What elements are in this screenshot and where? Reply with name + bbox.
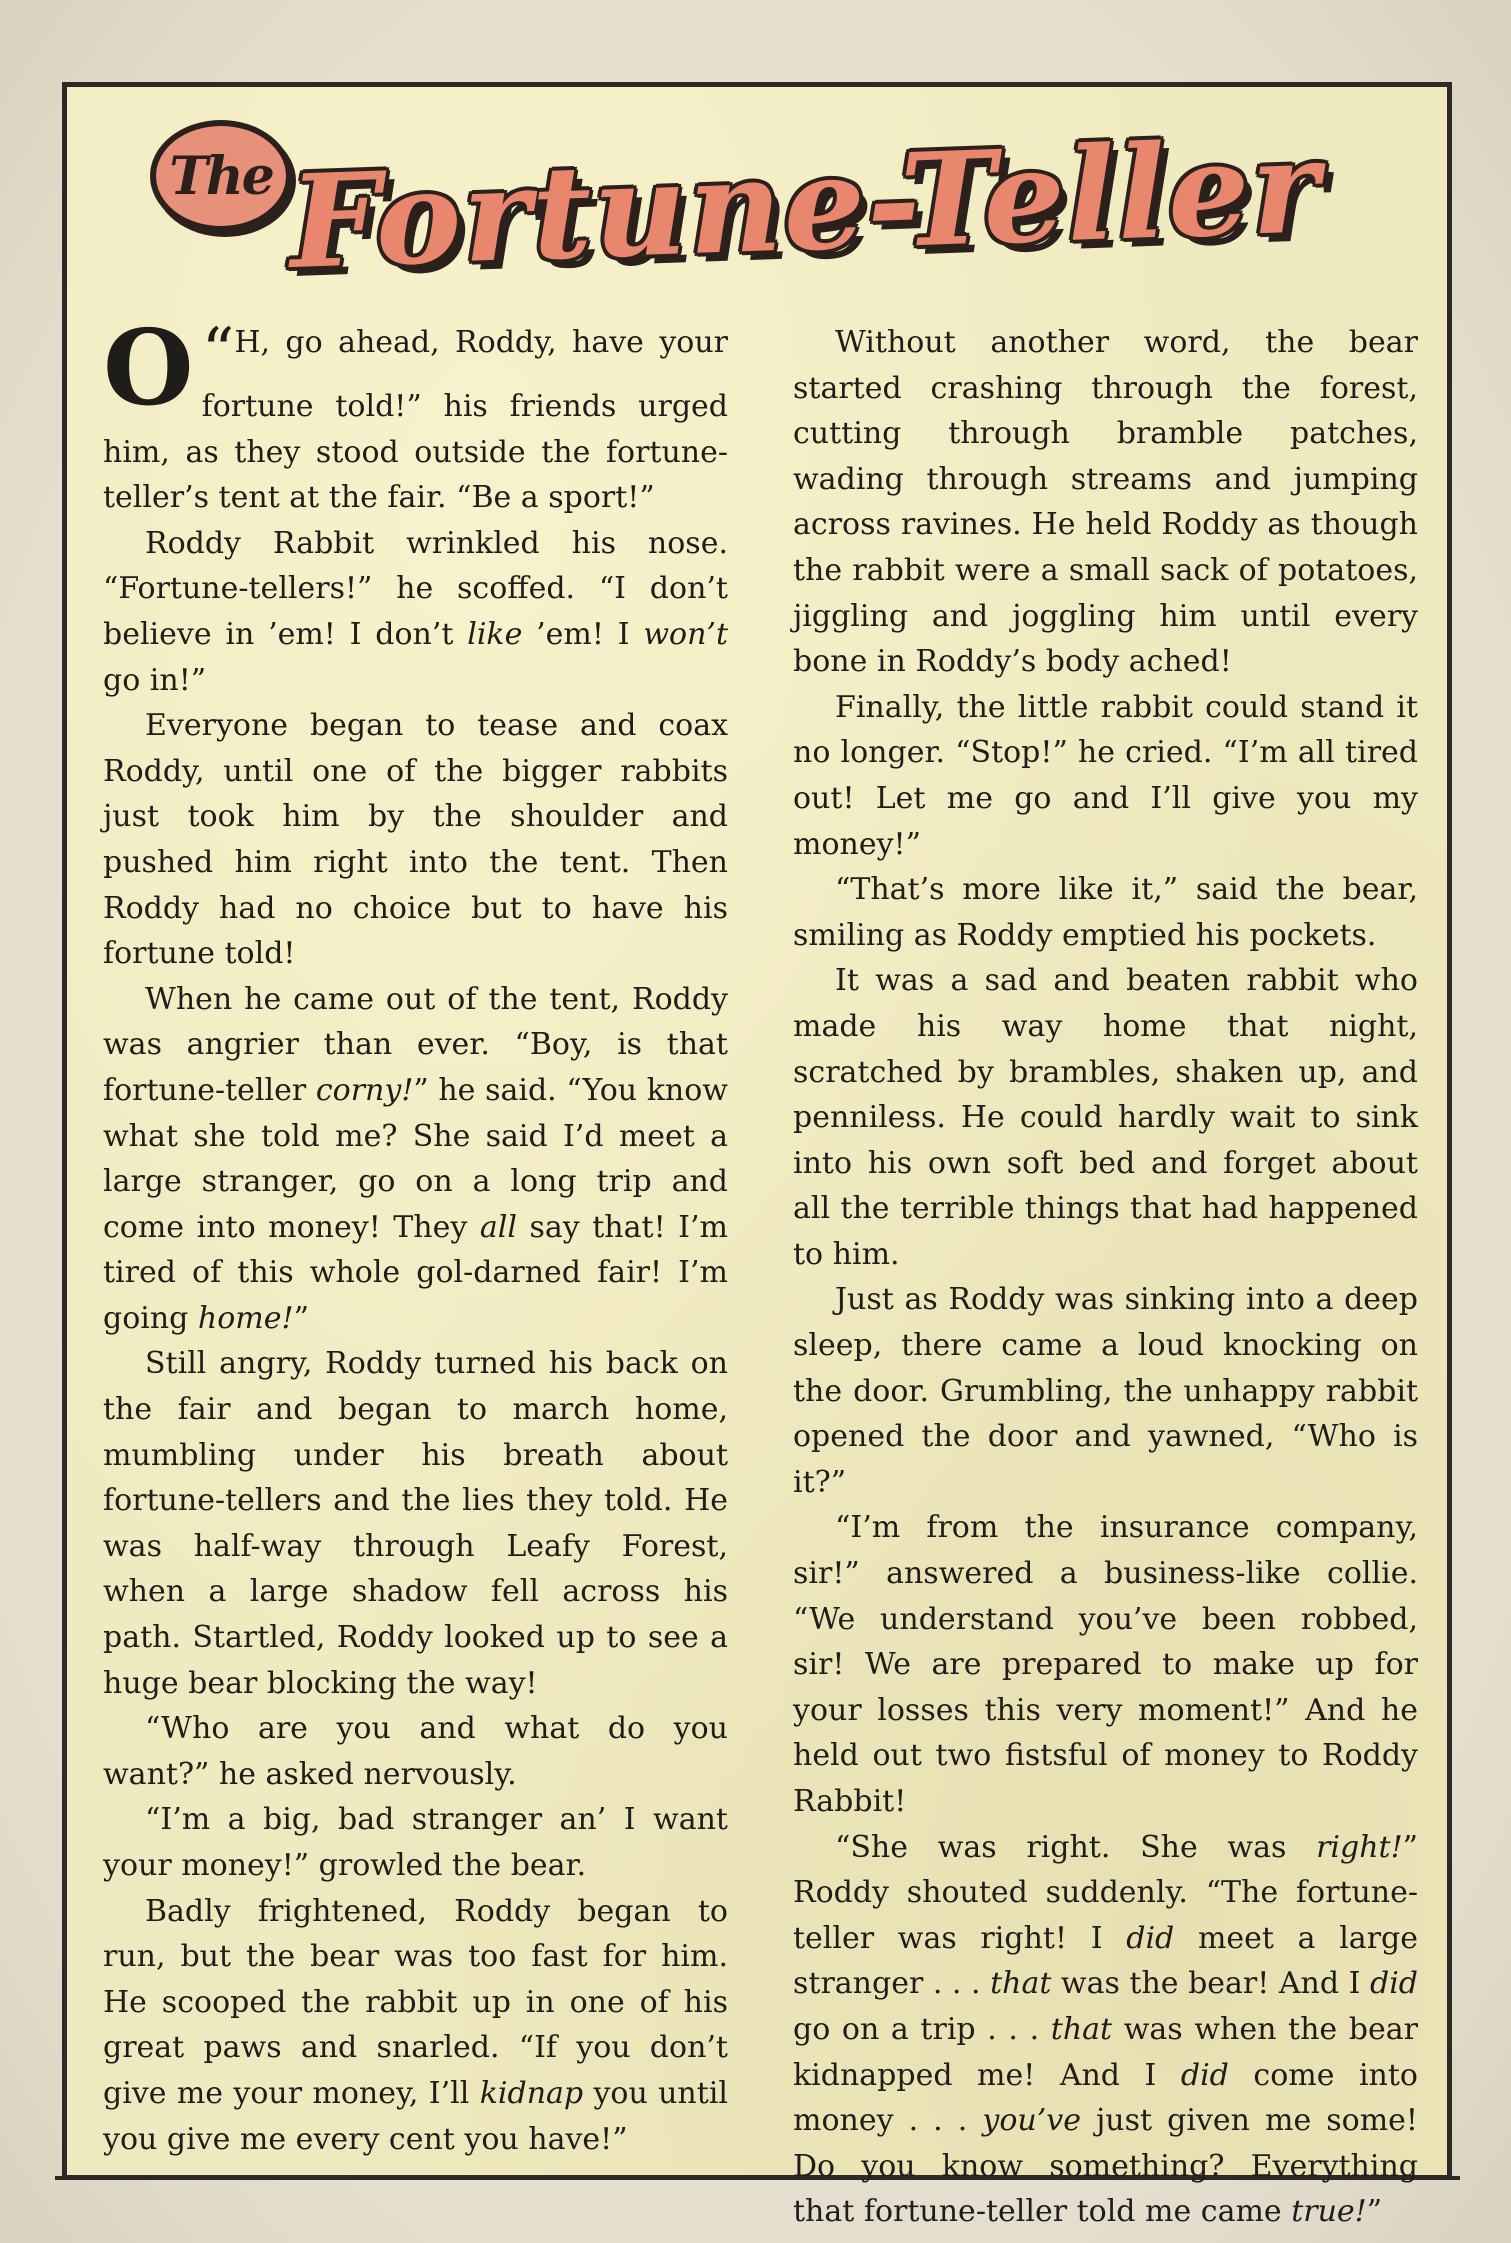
paragraph	[103, 306, 728, 521]
emphasis: did	[1369, 1966, 1418, 2002]
paragraph: It was a sad and beaten rabbit who made his way home that night, scratched by brambles, shaken up, and penniless. He could hardly wait to sink into his own soft bed and forget about all the terrible things that had happened to him.	[793, 963, 1418, 1272]
title-the: The	[169, 145, 273, 207]
text-run: Badly frightened, Roddy began to run, but the bear was too fast for him. He scooped the rabbit up in one of his great paws and snarled. “If you don’t give me your money, I’ll	[103, 1893, 728, 2111]
emphasis: home!	[197, 1300, 294, 1336]
paragraph: Finally, the little rabbit could stand it no longer. “Stop!” he cried. “I’m all tired out! Let me go and I’ll give you my money!”	[793, 689, 1418, 862]
text-run: say that! I’m tired of this whole gol-darned fair! I’m going	[103, 1209, 728, 1336]
paragraph-text: H, go ahead, Roddy, have your fortune told!” his friends urged him, as they stood outside the fortune-teller’s tent at the fair. “Be a sport!”	[103, 325, 728, 516]
text-run: ’em! I	[522, 616, 644, 652]
emphasis: like	[467, 616, 523, 652]
text-run: come into money . . .	[793, 2057, 1418, 2139]
text-run: Roddy Rabbit wrinkled his nose. “Fortune-tellers!” he scoffed. “I don’t believe in ’em! I don’t	[103, 525, 728, 652]
paragraph	[103, 521, 728, 703]
text-run: was the bear! And I	[1051, 1966, 1370, 2002]
emphasis: true!	[1291, 2194, 1367, 2230]
emphasis: won’t	[643, 616, 728, 652]
text-run: ”	[1366, 2194, 1383, 2230]
text-run: you until you give me every cent you have!”	[103, 2075, 728, 2157]
emphasis: corny!	[315, 1072, 414, 1108]
emphasis: kidnap	[479, 2075, 584, 2111]
emphasis: that	[990, 1966, 1052, 2002]
paragraph: “I’m from the insurance company, sir!” answered a business-like collie. “We understand you’ve been robbed, sir! We are prepared to make up for your losses this very moment!” And he held out two fistsful of money to Roddy Rabbit!	[793, 1510, 1418, 1819]
emphasis: did	[1126, 1920, 1175, 1956]
paragraph	[793, 1825, 1418, 2235]
right-column	[793, 320, 1418, 2235]
title-the-badge	[150, 120, 292, 232]
story-title	[150, 112, 1370, 320]
text-run: just given me some! Do you know something? Everything that fortune-teller told me came	[793, 2103, 1418, 2230]
text-run: was when the bear kidnapped me! And I	[793, 2011, 1418, 2093]
drop-quote: “	[201, 315, 235, 389]
paragraph: Still angry, Roddy turned his back on the fair and began to march home, mumbling under his breath about fortune-tellers and the lies they told. He was half-way through Leafy Forest, when a large shadow fell across his path. Startled, Roddy looked up to see a huge bear blocking the way!	[103, 1346, 728, 1701]
text-run: “She was right. She was	[835, 1829, 1317, 1865]
text-run: When he came out of the tent, Roddy was angrier than ever. “Boy, is that fortune-teller	[103, 981, 728, 1108]
text-run: ”	[293, 1300, 309, 1336]
emphasis: that	[1050, 2011, 1113, 2047]
paragraph: Just as Roddy was sinking into a deep sleep, there came a loud knocking on the door. Grumbling, the unhappy rabbit opened the door and yawned, “Who is it?”	[793, 1282, 1418, 1500]
emphasis: did	[1180, 2057, 1229, 2093]
paragraph: Everyone began to tease and coax Roddy, until one of the bigger rabbits just took him by the shoulder and pushed him right into the tent. Then Roddy had no choice but to have his fortune told!	[103, 708, 728, 972]
paragraph	[103, 1889, 728, 2163]
paragraph: “That’s more like it,” said the bear, smiling as Roddy emptied his pockets.	[793, 872, 1418, 953]
text-run: go on a trip . . .	[793, 2011, 1051, 2047]
emphasis: right!	[1316, 1829, 1403, 1865]
paragraph: “I’m a big, bad stranger an’ I want your money!” growled the bear.	[103, 1802, 728, 1883]
emphasis: all	[479, 1209, 517, 1245]
title-main: Fortune-Teller	[287, 112, 1324, 298]
drop-cap: O	[103, 306, 194, 429]
text-run: meet a large stranger . . .	[793, 1920, 1418, 2002]
paragraph	[103, 977, 728, 1342]
paragraph: “Who are you and what do you want?” he asked nervously.	[103, 1711, 728, 1792]
paragraph: Without another word, the bear started crashing through the forest, cutting through bramble patches, wading through streams and jumping across ravines. He held Roddy as though the rabbit were a small sack of potatoes, jiggling and joggling him until every bone in Roddy’s body ached!	[793, 325, 1418, 680]
text-run: ” he said. “You know what she told me? She said I’d meet a large stranger, go on a long trip and come into money! They	[103, 1072, 728, 1245]
text-run: go in!”	[103, 662, 207, 698]
left-column	[103, 306, 728, 2162]
text-run: ” Roddy shouted suddenly. “The fortune-teller was right! I	[793, 1829, 1418, 1956]
emphasis: you’ve	[982, 2103, 1081, 2139]
